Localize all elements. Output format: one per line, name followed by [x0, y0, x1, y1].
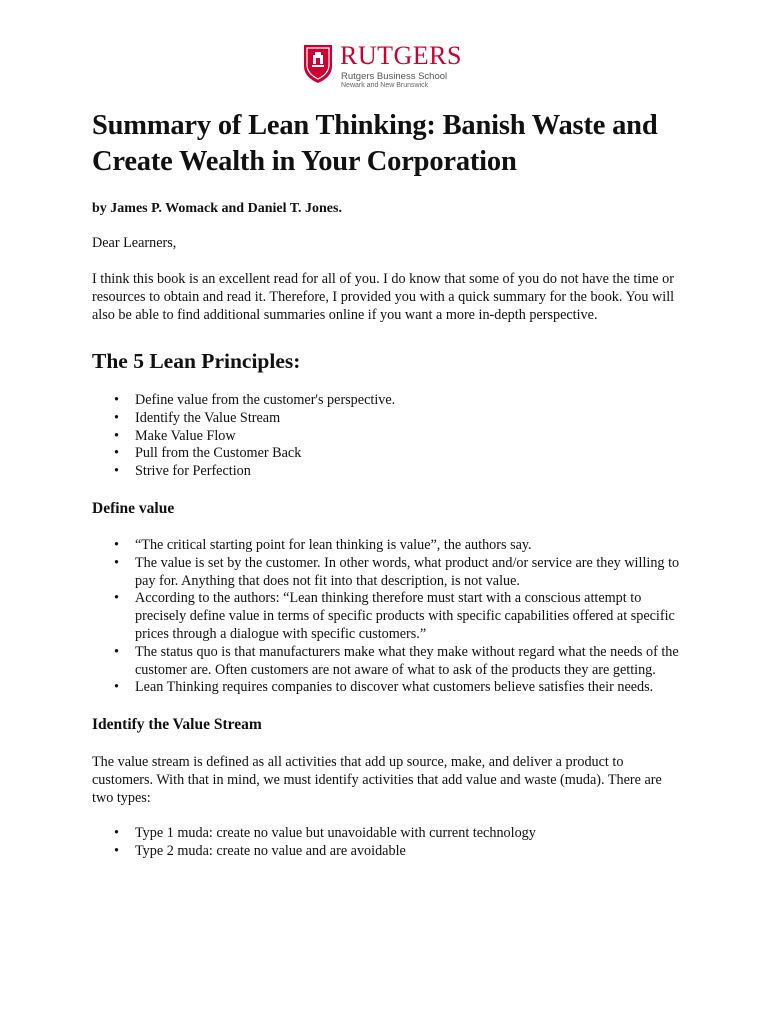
list-item-text: Define value from the customer's perspective. — [135, 392, 396, 408]
bullet-icon: • — [114, 643, 119, 660]
list-item — [92, 590, 682, 643]
bullet-icon: • — [114, 392, 119, 408]
list-item — [92, 825, 692, 843]
principles-list — [92, 392, 692, 481]
list-item-text: The status quo is that manufacturers make what they make without regard what the needs of the customer are. Often customers are not aware of what to ask of the products they are getting. — [135, 643, 679, 678]
logo-school-name: Rutgers Business School — [341, 71, 448, 82]
muda-types-list — [92, 825, 692, 861]
bullet-icon: • — [114, 554, 119, 571]
list-item — [92, 843, 692, 861]
bullet-icon: • — [114, 427, 119, 444]
list-item — [92, 392, 692, 410]
list-item — [92, 555, 682, 591]
value-stream-heading: Identify the Value Stream — [92, 716, 262, 734]
logo-campus-name: Newark and New Brunswick — [341, 82, 429, 89]
list-item — [92, 428, 692, 446]
list-item — [92, 537, 682, 555]
bullet-icon: • — [114, 825, 119, 842]
document-title: Summary of Lean Thinking: Banish Waste and Create Wealth in Your Corporation — [92, 110, 658, 177]
list-item-text: Strive for Perfection — [135, 463, 251, 480]
list-item-text: According to the authors: “Lean thinking therefore must start with a conscious attempt to precisely define value in terms of specific products with specific capabilities offered at specific prices through a dialogue with specific customers.” — [135, 590, 675, 642]
rutgers-logo — [303, 41, 493, 89]
list-item-text: Identify the Value Stream — [135, 409, 281, 426]
bullet-icon: • — [114, 679, 119, 696]
value-stream-paragraph: The value stream is defined as all activities that add up source, make, and deliver a product to customers. With that in mind, we must identify activities that add value and waste (muda). There are two types: — [92, 754, 662, 807]
principles-heading: The 5 Lean Principles: — [92, 349, 301, 373]
list-item-text: Pull from the Customer Back — [135, 445, 302, 462]
intro-paragraph: I think this book is an excellent read for all of you. I do know that some of you do not have the time or resources to obtain and read it. Therefore, I provided you with a quick summary for the book. You will also be able to find additional summaries online if you want a more in-depth perspective. — [92, 271, 675, 323]
list-item — [92, 463, 692, 481]
bullet-icon: • — [114, 409, 119, 426]
document-body — [92, 108, 692, 861]
bullet-icon: • — [114, 842, 119, 859]
bullet-icon: • — [114, 463, 119, 480]
authors-line: by James P. Womack and Daniel T. Jones. — [92, 201, 342, 216]
list-item-text: Type 1 muda: create no value but unavoidable with current technology — [135, 825, 536, 842]
list-item-text: Type 2 muda: create no value and are avoidable — [135, 842, 406, 859]
list-item — [92, 410, 692, 428]
define-value-list — [92, 537, 682, 697]
list-item-text: “The critical starting point for lean thinking is value”, the authors say. — [135, 536, 532, 553]
list-item-text: The value is set by the customer. In other words, what product and/or service are they willing to pay for. Anything that does not fit into that description, is not value. — [135, 554, 680, 589]
rutgers-shield-icon — [303, 44, 333, 84]
salutation: Dear Learners, — [92, 235, 177, 251]
list-item — [92, 644, 682, 680]
logo-wordmark: RUTGERS — [340, 41, 462, 70]
bullet-icon: • — [114, 590, 119, 607]
list-item — [92, 679, 682, 697]
list-item-text: Make Value Flow — [135, 427, 236, 444]
bullet-icon: • — [114, 536, 119, 553]
bullet-icon: • — [114, 445, 119, 462]
list-item-text: Lean Thinking requires companies to discover what customers believe satisfies their needs. — [135, 679, 654, 696]
define-value-heading: Define value — [92, 499, 175, 517]
list-item — [92, 445, 692, 463]
